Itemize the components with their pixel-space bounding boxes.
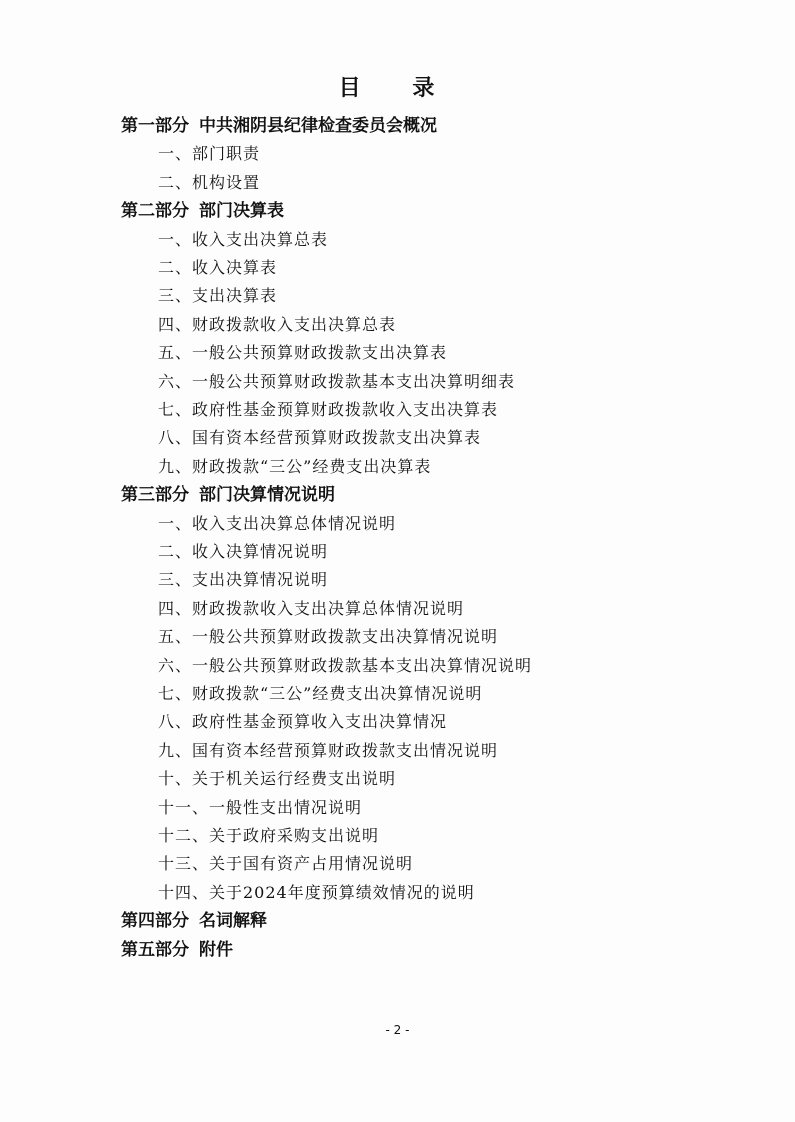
toc-item: 二、收入决算表 [158,258,278,277]
toc-item: 二、收入决算情况说明 [158,542,329,561]
toc-part-heading [121,199,284,223]
toc-item: 七、政府性基金预算财政拨款收入支出决算表 [158,400,499,419]
toc-part-label: 第四部分 [121,911,189,932]
toc-item: 十二、关于政府采购支出说明 [158,826,380,845]
toc-item: 五、一般公共预算财政拨款支出决算情况说明 [158,627,499,647]
toc-part-name: 部门决算表 [199,201,284,222]
toc-part-name: 中共湘阴县纪律检查委员会概况 [199,116,437,136]
page-title: 目 录 [338,76,457,101]
toc-item: 九、国有资本经营预算财政拨款支出情况说明 [158,740,499,760]
toc-item: 十三、关于国有资产占用情况说明 [158,854,414,874]
page-number: - 2 - [385,1023,410,1037]
toc-part-name: 附件 [199,939,233,960]
toc-item: 一、部门职责 [158,144,261,164]
toc-item: 十一、一般性支出情况说明 [158,797,363,817]
toc-item: 二、机构设置 [158,172,261,192]
toc-item: 八、政府性基金预算收入支出决算情况 [158,712,448,732]
toc-item: 九、财政拨款“三公”经费支出决算表 [158,456,432,476]
toc-part-heading [121,483,335,507]
toc-item: 六、一般公共预算财政拨款基本支出决算明细表 [158,371,516,391]
toc-item: 六、一般公共预算财政拨款基本支出决算情况说明 [158,655,533,675]
toc-part-name: 名词解释 [199,911,267,932]
toc-part-heading [121,938,233,962]
toc-item: 十、关于机关运行经费支出说明 [158,769,397,789]
toc-item: 四、财政拨款收入支出决算总体情况说明 [158,598,465,618]
toc-item: 三、支出决算情况说明 [158,570,329,590]
toc-item: 八、国有资本经营预算财政拨款支出决算表 [158,428,482,448]
toc-part-label: 第三部分 [121,485,189,506]
toc-part-name: 部门决算情况说明 [199,485,335,506]
toc-part-heading [121,114,437,138]
toc-part-label: 第五部分 [121,939,189,960]
toc-item: 一、收入支出决算总体情况说明 [158,513,397,533]
toc-item: 三、支出决算表 [158,286,278,306]
toc-part-label: 第二部分 [121,201,189,222]
toc-item: 十四、关于2024年度预算绩效情况的说明 [158,882,475,902]
toc-item: 四、财政拨款收入支出决算总表 [158,314,397,334]
toc-item: 五、一般公共预算财政拨款支出决算表 [158,343,448,363]
toc-item: 七、财政拨款“三公”经费支出决算情况说明 [158,684,483,703]
toc-part-label: 第一部分 [121,116,189,136]
toc-item: 一、收入支出决算总表 [158,229,329,249]
toc-part-heading [121,909,267,933]
